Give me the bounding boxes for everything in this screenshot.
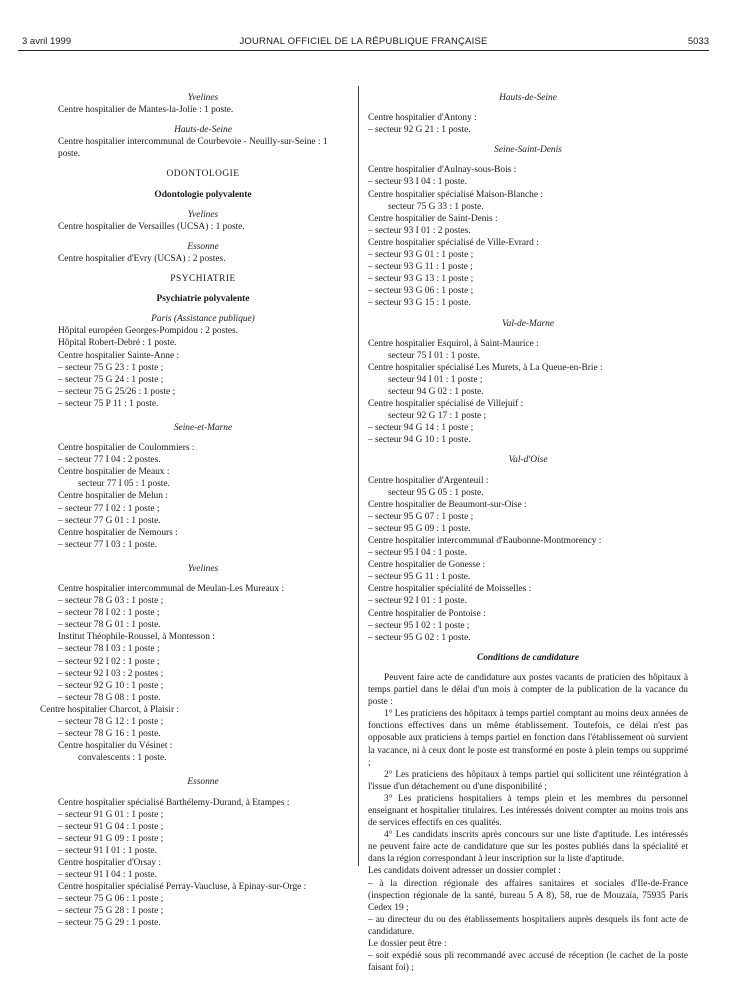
sector-line: – secteur 91 G 01 : 1 poste ;: [58, 809, 164, 820]
sector-line: – secteur 93 I 01 : 2 postes.: [368, 225, 471, 236]
sector-line: – secteur 92 G 10 : 1 poste ;: [58, 680, 164, 691]
sector-line: secteur 75 I 01 : 1 poste.: [388, 350, 480, 361]
entry: Centre hospitalier spécialisé Les Murets, à La Queue-en-Brie :: [368, 362, 603, 373]
entry: Centre hospitalier de Coulommiers :: [58, 443, 195, 454]
entry: Hôpital Robert-Debré : 1 poste.: [58, 338, 177, 349]
conditions-list-item: – au directeur du ou des établissements hospitaliers auprès desquels ils font acte de candidature.: [368, 914, 688, 937]
sector-line: – secteur 95 G 11 : 1 poste.: [368, 572, 471, 583]
region-heading: Val-d'Oise: [508, 455, 548, 466]
specialty-heading: PSYCHIATRIE: [170, 274, 236, 285]
conditions-paragraph: 2° Les praticiens des hôpitaux à temps partiel qui sollicitent une réintégration à l'issue d'un détachement ou d'une disponibilité ;: [368, 769, 688, 792]
sector-line: – secteur 77 I 04 : 2 postes.: [58, 455, 161, 466]
entry: Centre hospitalier de Gonesse :: [368, 560, 486, 571]
sector-line: – secteur 75 G 23 : 1 poste ;: [58, 362, 164, 373]
region-heading: Paris (Assistance publique): [151, 314, 255, 325]
sector-line: – secteur 95 G 09 : 1 poste.: [368, 523, 471, 534]
sector-line: secteur 77 I 05 : 1 poste.: [78, 479, 170, 490]
region-heading: Yvelines: [187, 209, 219, 220]
sector-line: – secteur 91 G 09 : 1 poste ;: [58, 833, 164, 844]
sector-line: – secteur 75 G 29 : 1 poste.: [58, 918, 161, 929]
sector-line: – secteur 75 G 24 : 1 poste ;: [58, 374, 164, 385]
specialty-subheading: Psychiatrie polyvalente: [156, 294, 250, 305]
sector-line: secteur 92 G 17 : 1 poste ;: [388, 411, 487, 422]
sector-line: – secteur 93 G 15 : 1 poste.: [368, 298, 471, 309]
region-heading: Hauts-de-Seine: [174, 125, 232, 136]
entry: Centre hospitalier de Pontoise :: [368, 608, 486, 619]
entry: Centre hospitalier spécialisé Perray-Vaucluse, à Epinay-sur-Orge :: [58, 882, 307, 893]
entry: Centre hospitalier d'Evry (UCSA) : 2 postes.: [58, 253, 226, 264]
entry: Centre hospitalier intercommunal de Meulan-Les Mureaux :: [58, 584, 284, 594]
sector-line: – secteur 78 G 01 : 1 poste.: [58, 620, 161, 631]
sector-line: – secteur 75 P 11 : 1 poste.: [58, 398, 159, 409]
sector-line: – secteur 95 G 07 : 1 poste ;: [368, 511, 474, 522]
entry: Centre hospitalier spécialité de Moisselles :: [368, 584, 532, 595]
region-heading: Yvelines: [187, 93, 219, 103]
entry: Centre hospitalier spécialisé de Ville-Evrard :: [368, 237, 539, 248]
column-divider: [358, 86, 359, 866]
sector-line: – secteur 78 G 03 : 1 poste ;: [58, 596, 164, 607]
entry: Centre hospitalier d'Orsay :: [58, 857, 161, 868]
region-heading: Seine-et-Marne: [173, 422, 233, 433]
region-heading: Hauts-de-Seine: [499, 93, 557, 103]
entry: Institut Théophile-Roussel, à Montesson :: [58, 632, 215, 643]
sector-line: – secteur 75 G 06 : 1 poste ;: [58, 894, 164, 905]
sector-line: convalescents : 1 poste.: [78, 753, 167, 764]
sector-line: – secteur 77 G 01 : 1 poste.: [58, 515, 161, 526]
sector-line: – secteur 93 G 13 : 1 poste ;: [368, 274, 474, 285]
sector-line: – secteur 78 I 03 : 1 poste ;: [58, 644, 160, 655]
entry: Centre hospitalier de Nemours :: [58, 527, 178, 538]
header-date: 3 avril 1999: [22, 36, 72, 47]
sector-line: – secteur 92 I 01 : 1 poste.: [368, 596, 467, 607]
sector-line: – secteur 91 G 04 : 1 poste ;: [58, 821, 164, 832]
sector-line: – secteur 77 I 03 : 1 poste.: [58, 539, 157, 550]
sector-line: secteur 94 I 01 : 1 poste ;: [388, 374, 483, 385]
sector-line: – secteur 93 G 01 : 1 poste ;: [368, 250, 474, 261]
sector-line: secteur 75 G 33 : 1 poste.: [388, 201, 484, 212]
sector-line: – secteur 95 I 04 : 1 poste.: [368, 548, 467, 559]
entry: Centre hospitalier de Saint-Denis :: [368, 213, 498, 224]
sector-line: – secteur 91 I 01 : 1 poste.: [58, 845, 157, 856]
sector-line: – secteur 75 G 28 : 1 poste ;: [58, 906, 164, 917]
region-heading: Essonne: [187, 241, 219, 252]
sector-line: secteur 95 G 05 : 1 poste.: [388, 487, 484, 498]
sector-line: – secteur 91 I 04 : 1 poste.: [58, 870, 157, 881]
conditions-paragraph: Les candidats doivent adresser un dossier complet :: [368, 866, 561, 877]
entry: Centre hospitalier de Mantes-la-Jolie : 1 poste.: [58, 105, 234, 116]
conditions-heading: Conditions de candidature: [476, 652, 580, 663]
entry: Centre hospitalier spécialisé Barthélemy-Durand, à Etampes :: [58, 797, 290, 808]
conditions-paragraph: Le dossier peut être :: [368, 939, 447, 949]
entry: Centre hospitalier spécialisé de Villejuif :: [368, 399, 524, 410]
sector-line: – secteur 93 I 04 : 1 poste.: [368, 177, 467, 188]
region-heading: Val-de-Marne: [501, 318, 555, 329]
sector-line: – secteur 78 G 16 : 1 poste.: [58, 729, 161, 740]
conditions-paragraph: 4° Les candidats inscrits après concours sur une liste d'aptitude. Les intéressés ne peuvent faire acte de candidature que sur les postes publiés dans la spécialité et dans la région correspondant à leur inscription sur la liste d'aptitude.: [368, 830, 688, 865]
sector-line: secteur 94 G 02 : 1 poste.: [388, 386, 484, 397]
entry: Hôpital européen Georges-Pompidou : 2 postes.: [58, 326, 239, 337]
page-number: 5033: [687, 36, 709, 47]
conditions-paragraph: 3° Les praticiens hospitaliers à temps plein et les membres du personnel enseignant et hospitalier titulaires. Les intéressés doivent compter au moins trois ans de services effectifs en ces qualités.: [368, 793, 688, 829]
conditions-paragraph: Peuvent faire acte de candidature aux postes vacants de praticien des hôpitaux à temps partiel dans le délai d'un mois à compter de la publication de la vacance du poste :: [368, 672, 688, 708]
entry: Centre hospitalier d'Argenteuil :: [368, 475, 489, 486]
sector-line: – secteur 92 I 02 : 1 poste ;: [58, 656, 160, 667]
entry: Centre hospitalier d'Aulnay-sous-Bois :: [368, 165, 517, 176]
entry: Centre hospitalier intercommunal d'Eaubonne-Montmorency :: [368, 536, 602, 546]
conditions-list-item: – soit expédié sous pli recommandé avec accusé de réception (le cachet de la poste faisant foi) ;: [368, 951, 688, 974]
journal-title: JOURNAL OFFICIEL DE LA RÉPUBLIQUE FRANÇAISE: [239, 36, 488, 47]
entry: Centre hospitalier intercommunal de Courbevoie - Neuilly-sur-Seine : 1 poste.: [58, 137, 328, 160]
specialty-heading: ODONTOLOGIE: [166, 169, 240, 180]
sector-line: – secteur 78 G 08 : 1 poste.: [58, 692, 161, 703]
conditions-paragraph: 1° Les praticiens des hôpitaux à temps partiel comptant au moins deux années de fonctions effectives dans un même établissement. Toutefois, ce délai n'est pas opposable aux praticiens à temps partiel en fonction dans l'établissement où survient la vacance, ni à ceux dont le poste est transformé en poste à plein temps ou supprimé ;: [368, 709, 688, 768]
sector-line: – secteur 92 G 21 : 1 poste.: [368, 125, 471, 136]
sector-line: – secteur 78 G 12 : 1 poste ;: [58, 717, 164, 728]
entry: Centre hospitalier d'Antony :: [368, 113, 477, 124]
entry: Centre hospitalier de Versailles (UCSA) : 1 poste.: [58, 221, 245, 232]
sector-line: – secteur 94 G 10 : 1 poste.: [368, 435, 471, 446]
entry: Centre hospitalier Esquirol, à Saint-Maurice :: [368, 338, 539, 349]
sector-line: – secteur 78 I 02 : 1 poste ;: [58, 608, 160, 619]
entry: Centre hospitalier du Vésinet :: [58, 741, 173, 752]
header-rule: [18, 50, 709, 51]
right-column: [368, 92, 688, 974]
region-heading: Seine-Saint-Denis: [494, 145, 562, 156]
sector-line: – secteur 95 I 02 : 1 poste ;: [368, 620, 470, 631]
left-column: [40, 92, 348, 930]
entry: Centre hospitalier de Melun :: [58, 491, 168, 502]
specialty-subheading: Odontologie polyvalente: [154, 189, 252, 200]
entry: Centre hospitalier de Meaux :: [58, 467, 170, 478]
entry: Centre hospitalier spécialisé Maison-Blanche :: [368, 189, 543, 200]
sector-line: – secteur 93 G 11 : 1 poste ;: [368, 262, 473, 273]
sector-line: – secteur 75 G 25/26 : 1 poste ;: [58, 386, 176, 397]
sector-line: – secteur 95 G 02 : 1 poste.: [368, 632, 471, 643]
region-heading: Yvelines: [187, 563, 219, 574]
entry: Centre hospitalier Charcot, à Plaisir :: [40, 704, 180, 715]
sector-line: – secteur 93 G 06 : 1 poste ;: [368, 286, 474, 297]
sector-line: – secteur 92 I 03 : 2 postes ;: [58, 668, 164, 679]
entry: Centre hospitalier de Beaumont-sur-Oise :: [368, 499, 527, 510]
sector-line: – secteur 94 G 14 : 1 poste ;: [368, 423, 474, 434]
region-heading: Essonne: [187, 777, 219, 788]
conditions-list-item: – à la direction régionale des affaires sanitaires et sociales d'Ile-de-France (inspection régionale de la santé, bureau 5 A 8), 58, rue de Mouzaïa, 75935 Paris Cedex 19 ;: [368, 878, 688, 913]
entry: Centre hospitalier Sainte-Anne :: [58, 350, 180, 361]
sector-line: – secteur 77 I 02 : 1 poste ;: [58, 503, 160, 514]
